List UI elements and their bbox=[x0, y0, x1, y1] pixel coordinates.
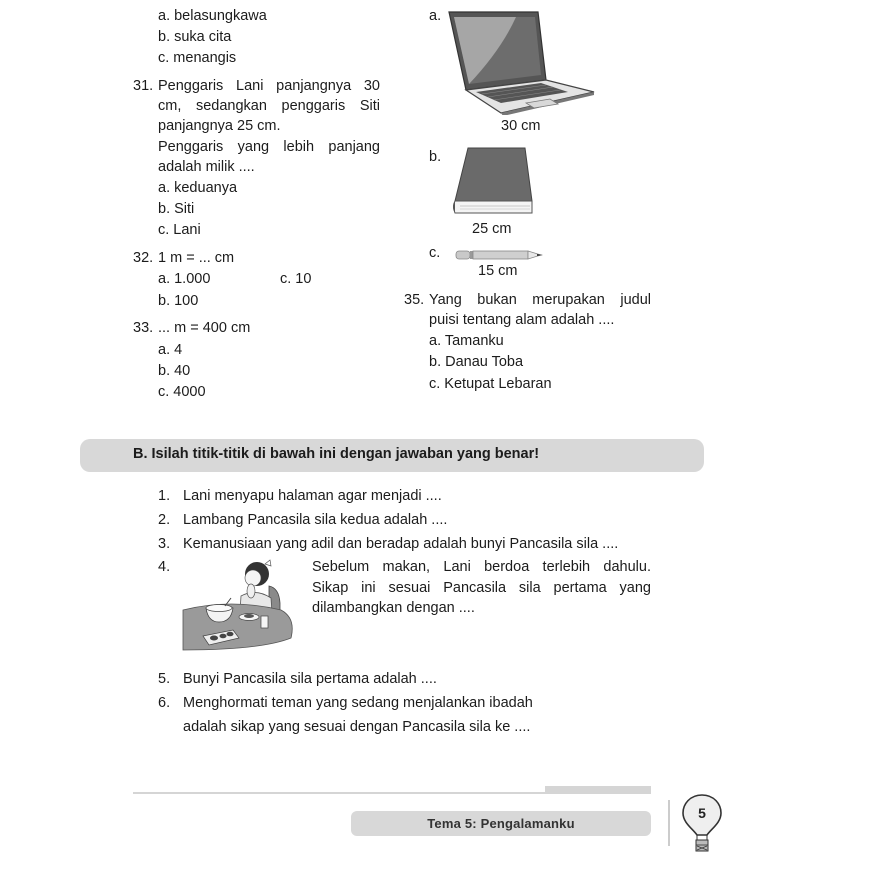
q31-line: adalah milik .... bbox=[158, 159, 255, 175]
b-item-text: dilambangkan dengan .... bbox=[312, 600, 475, 616]
q31-option-a: a. keduanya bbox=[158, 180, 238, 196]
q35-option-b: b. Danau Toba bbox=[429, 354, 524, 370]
b-item-number: 2. bbox=[158, 512, 171, 528]
q32-option-b: b. 100 bbox=[158, 293, 199, 309]
page-number-balloon bbox=[681, 793, 723, 855]
b-item-text: adalah sikap yang sesuai dengan Pancasila sila ke .... bbox=[183, 719, 531, 735]
section-b-banner bbox=[80, 439, 704, 472]
q32-text: 1 m = ... cm bbox=[158, 250, 235, 266]
q32-option-a: a. 1.000 bbox=[158, 271, 211, 287]
page-number: 5 bbox=[698, 805, 706, 821]
q31-line: panjangnya 25 cm. bbox=[158, 118, 281, 134]
q31-number: 31. bbox=[133, 78, 154, 94]
q31-option-b: b. Siti bbox=[158, 201, 195, 217]
theme-text: Tema 5: Pengalamanku bbox=[427, 816, 575, 831]
footer-vertical-divider bbox=[668, 800, 670, 846]
q33-option-b: b. 40 bbox=[158, 363, 191, 379]
q35-line: puisi tentang alam adalah .... bbox=[429, 312, 615, 328]
q34-option-b-caption: 25 cm bbox=[472, 221, 512, 237]
q34-option-a-caption: 30 cm bbox=[501, 118, 541, 134]
q33-option-c: c. 4000 bbox=[158, 384, 206, 400]
b-item-number: 5. bbox=[158, 671, 171, 687]
q35-option-c: c. Ketupat Lebaran bbox=[429, 376, 552, 392]
b-item-text: Sebelum makan, Lani berdoa terlebih dahulu. bbox=[312, 559, 651, 575]
b-item-number: 4. bbox=[158, 559, 171, 575]
b-item-text: Bunyi Pancasila sila pertama adalah .... bbox=[183, 671, 437, 687]
b-item-text: Lani menyapu halaman agar menjadi .... bbox=[183, 488, 442, 504]
q30-option-c: c. menangis bbox=[158, 50, 237, 66]
balloon-icon bbox=[681, 793, 723, 855]
book-illustration bbox=[450, 146, 535, 216]
q31-line: Penggaris yang lebih panjang bbox=[158, 139, 380, 155]
q34-option-a-label: a. bbox=[429, 8, 442, 24]
b-item-text: Menghormati teman yang sedang menjalankan ibadah bbox=[183, 695, 533, 711]
q34-option-b-label: b. bbox=[429, 149, 442, 165]
q33-option-a: a. 4 bbox=[158, 342, 183, 358]
q31-option-c: c. Lani bbox=[158, 222, 201, 238]
q32-number: 32. bbox=[133, 250, 154, 266]
pencil-illustration bbox=[455, 248, 545, 262]
q35-line: Yang bukan merupakan judul bbox=[429, 292, 651, 308]
footer-divider-tab bbox=[545, 786, 651, 793]
q31-line: cm, sedangkan penggaris Siti bbox=[158, 98, 380, 114]
b-item-text: Lambang Pancasila sila kedua adalah .... bbox=[183, 512, 448, 528]
b-item-text: Kemanusiaan yang adil dan beradap adalah bunyi Pancasila sila .... bbox=[183, 536, 619, 552]
b-item-text: Sikap ini sesuai Pancasila sila pertama yang bbox=[312, 580, 651, 596]
q34-option-c-label: c. bbox=[429, 245, 441, 261]
q35-option-a: a. Tamanku bbox=[429, 333, 504, 349]
q34-option-c-caption: 15 cm bbox=[478, 263, 518, 279]
q32-option-c: c. 10 bbox=[280, 271, 312, 287]
theme-label bbox=[351, 811, 651, 836]
section-b-title: B. Isilah titik-titik di bawah ini dengan jawaban yang benar! bbox=[133, 446, 540, 462]
q30-option-b: b. suka cita bbox=[158, 29, 232, 45]
q31-line: Penggaris Lani panjangnya 30 bbox=[158, 78, 380, 94]
q35-number: 35. bbox=[404, 292, 425, 308]
laptop-illustration bbox=[446, 10, 596, 115]
b-item-number: 3. bbox=[158, 536, 171, 552]
q33-text: ... m = 400 cm bbox=[158, 320, 251, 336]
b-item-number: 6. bbox=[158, 695, 171, 711]
q33-number: 33. bbox=[133, 320, 154, 336]
girl-praying-illustration bbox=[181, 558, 296, 653]
q30-option-a: a. belasungkawa bbox=[158, 8, 267, 24]
b-item-number: 1. bbox=[158, 488, 171, 504]
